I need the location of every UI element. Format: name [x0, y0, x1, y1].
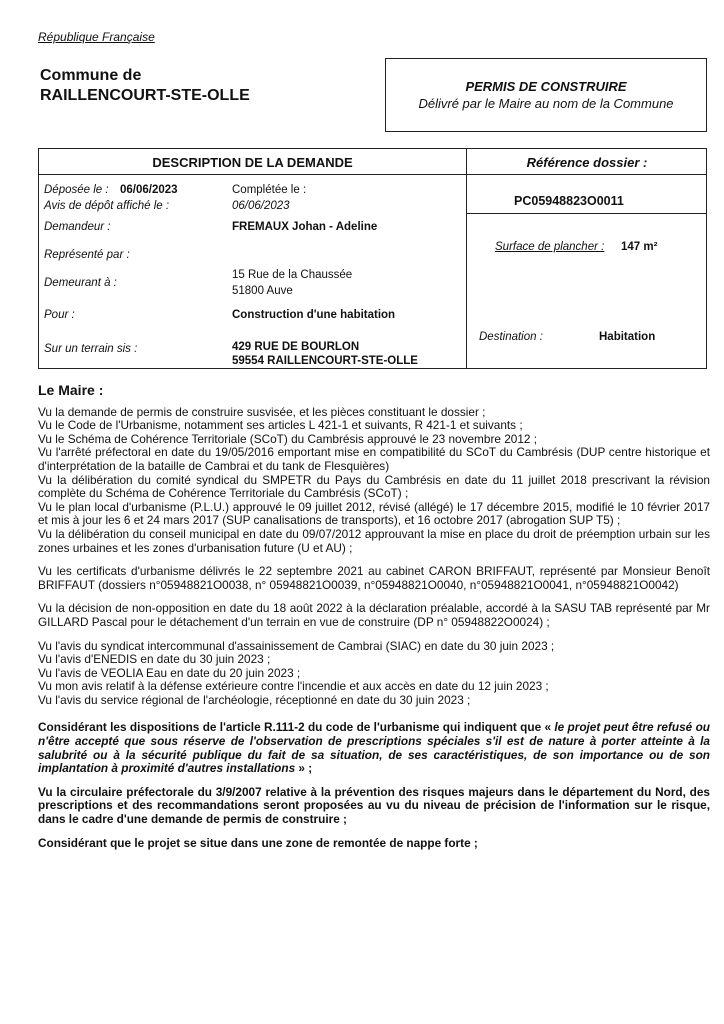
- pour-value: Construction d'une habitation: [232, 309, 396, 321]
- terrain-label: Sur un terrain sis :: [44, 343, 138, 355]
- demandeur-value: FREMAUX Johan - Adeline: [232, 221, 378, 233]
- permis-title-box: [385, 58, 707, 132]
- represente-label: Représenté par :: [44, 249, 130, 261]
- completee-label: Complétée le :: [232, 184, 307, 196]
- terrain-line1: 429 RUE DE BOURLON: [232, 341, 360, 353]
- pour-label: Pour :: [44, 309, 75, 321]
- arrete-body: [38, 384, 710, 850]
- vu-paragraph: Vu le plan local d'urbanisme (P.L.U.) approuvé le 09 juillet 2012, révisé (allégé) le 17 décembre 2015, modifié le 10 février 2017 et mis à jour les 6 et 24 mars 2017 (SUP canalisations de transports), et 16 octobre 2017 (abrogation SUP T5) ;: [38, 499, 710, 528]
- demeurant-label: Demeurant à :: [44, 277, 117, 289]
- considerant-r111-2-paragraph: [38, 721, 710, 775]
- reference-separator: [467, 213, 707, 214]
- vu-avis-paragraph: Vu l'avis de VEOLIA Eau en date du 20 juin 2023 ;: [38, 665, 301, 680]
- vu-paragraph: Vu le Code de l'Urbanisme, notamment ses articles L 421-1 et suivants, R 421-1 et suivants ;: [38, 418, 523, 433]
- vu-paragraph: Vu la délibération du conseil municipal en date du 09/07/2012 approuvant la mise en place du droit de préemption urbain sur les zones urbaines et les zones d'urbanisation future (U et AU) ;: [38, 526, 710, 555]
- considerant-r111-2-start: Considérant les dispositions de l'article R.111-2 du code de l'urbanisme qui indiquent que «: [38, 720, 552, 735]
- reference-title: Référence dossier :: [526, 155, 648, 170]
- considerant-r111-2-end: » ;: [295, 761, 313, 776]
- vu-avis-paragraph: Vu l'avis du syndicat intercommunal d'assainissement de Cambrai (SIAC) en date du 30 juin 2023 ;: [38, 638, 555, 653]
- vu-paragraph: Vu la demande de permis de construire susvisée, et les pièces constituant le dossier ;: [38, 404, 486, 419]
- vu-non-opposition-paragraph: Vu la décision de non-opposition en date du 18 août 2022 à la déclaration préalable, accordé à la SASU TAB représenté par Mr GILLARD Pascal pour le détachement d'un terrain en vue de construire (DP n° 05948822O0024) ;: [38, 601, 710, 629]
- surface-value: 147 m²: [621, 241, 658, 253]
- reference-value: PC05948823O0011: [514, 194, 624, 208]
- vu-paragraph: Vu la délibération du comité syndical du SMPETR du Pays du Cambrésis en date du 11 juillet 2018 prescrivant la révision complète du Schéma de Cohérence Territoriale du Cambrésis (SCoT) ;: [38, 472, 710, 501]
- vu-circulaire-paragraph: Vu la circulaire préfectorale du 3/9/2007 relative à la prévention des risques majeurs dans le département du Nord, des prescriptions et des recommandations seront proposées au vu du niveau de précision de l'information sur le risque, dans le cadre d'une demande de permis de construire ;: [38, 784, 710, 827]
- vu-avis-paragraph: Vu mon avis relatif à la défense extérieure contre l'incendie et aux accès en date du 12 juin 2023 ;: [38, 679, 549, 694]
- avis-depot-label: Avis de dépôt affiché le :: [44, 200, 170, 212]
- vu-avis-paragraph: Vu l'avis d'ENEDIS en date du 30 juin 2023 ;: [38, 652, 271, 667]
- vu-certificats-paragraph: Vu les certificats d'urbanisme délivrés le 22 septembre 2021 au cabinet CARON BRIFFAUT, représenté par Monsieur Benoît BRIFFAUT (dossiers n°05948821O0038, n° 05948821O0039, n°05948821O0040, n°05948821O0041, n°05948821O0042): [38, 564, 710, 592]
- considerant-nappe-paragraph: Considérant que le projet se situe dans une zone de remontée de nappe forte ;: [38, 835, 478, 850]
- le-maire-title: Le Maire :: [38, 382, 104, 398]
- demeurant-line2: 51800 Auve: [232, 285, 293, 297]
- completee-value: 06/06/2023: [232, 200, 290, 212]
- vu-paragraph: Vu le Schéma de Cohérence Territoriale (SCoT) du Cambrésis approuvé le 23 novembre 2012 ;: [38, 431, 538, 446]
- permis-title: PERMIS DE CONSTRUIRE: [465, 79, 627, 94]
- commune-line2: RAILLENCOURT-STE-OLLE: [40, 87, 250, 104]
- commune-name: [40, 66, 250, 106]
- surface-label: Surface de plancher :: [495, 241, 605, 253]
- demandeur-label: Demandeur :: [44, 221, 111, 233]
- vu-paragraph: Vu l'arrêté préfectoral en date du 19/05/2016 emportant mise en compatibilité du SCoT du Cambrésis (DUP centre historique et d'interprétation de la bataille de Cambrai et du tank de Flesquières): [38, 445, 710, 473]
- deposee-label: Déposée le :: [44, 184, 109, 196]
- permis-subtitle: Délivré par le Maire au nom de la Commune: [418, 96, 674, 111]
- terrain-line2: 59554 RAILLENCOURT-STE-OLLE: [232, 355, 418, 367]
- destination-label: Destination :: [479, 331, 543, 343]
- republique-francaise: République Française: [38, 30, 155, 44]
- considerant-r111-2-quote: le projet peut être refusé ou n'être accepté que sous réserve de l'observation de prescriptions spéciales s'il est de nature à porter atteinte à la salubrité ou à la sécurité publique du fait de sa situation, de ses caractéristiques, de son importance ou de son implantation à proximité d'autres installations: [38, 720, 710, 776]
- description-demande-box: [38, 148, 707, 369]
- column-separator: [466, 149, 467, 368]
- deposee-value: 06/06/2023: [120, 184, 178, 196]
- destination-value: Habitation: [599, 331, 656, 343]
- demeurant-line1: 15 Rue de la Chaussée: [232, 269, 353, 281]
- vu-avis-paragraph: Vu l'avis du service régional de l'archéologie, réceptionné en date du 30 juin 2023 ;: [38, 692, 471, 707]
- commune-line1: Commune de: [40, 67, 142, 84]
- description-section-title: DESCRIPTION DE LA DEMANDE: [152, 155, 353, 170]
